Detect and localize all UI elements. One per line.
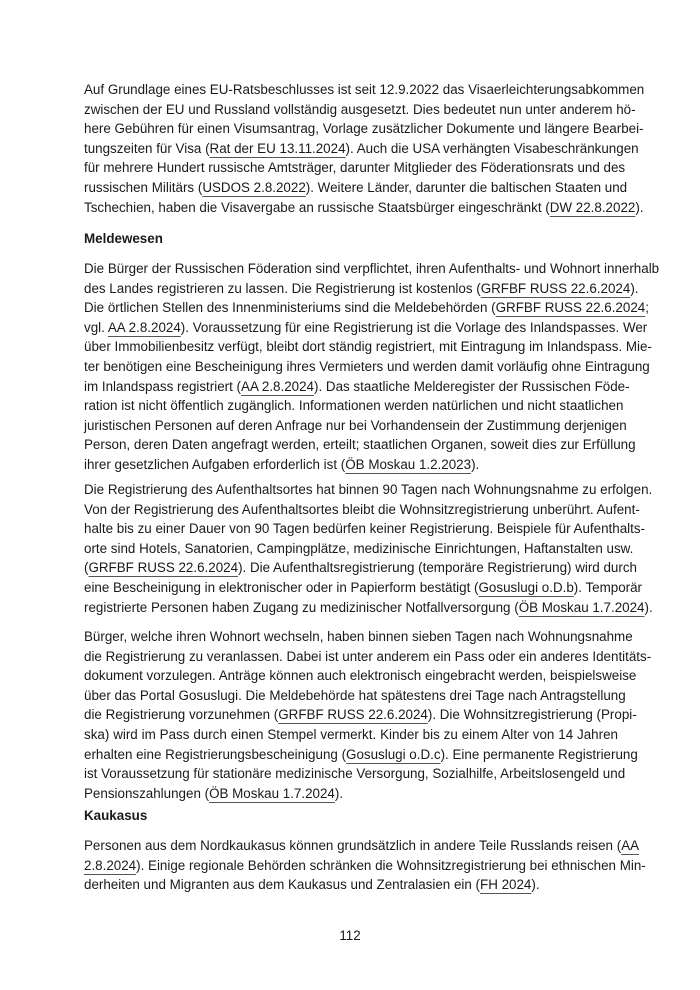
paragraph [84,836,646,895]
text-line [84,158,626,178]
paragraph [84,259,660,475]
text-line [84,337,652,357]
text-segment: ter benötigen eine Bescheinigung ihres Vermieters und werden damit vorläufig ohne Eintragung [84,358,650,374]
source-citation-link[interactable]: AA [621,838,640,853]
text-line [84,784,618,804]
text-line [84,178,628,198]
text-line [84,80,645,100]
source-citation-link[interactable]: ÖB Moskau 1.7.2024 [209,785,335,801]
page-number: 112 [339,928,361,943]
text-segment: Personen aus dem Nordkaukasus können grundsätzlich in andere Teile Russlands reisen ( [84,838,622,853]
source-citation-link[interactable]: 2.8.2024 [84,857,137,873]
text-segment: derheiten und Migranten aus dem Kaukasus und Zentralasien ein ( [84,877,481,893]
section-heading [84,806,618,826]
source-citation-link[interactable]: GRFBF RUSS 22.6.2024 [480,280,631,296]
text-segment: die Registrierung zu veranlassen. Dabei ist unter anderem ein Pass oder ein anderes Identitäts- [84,648,652,664]
text-segment: ihrer gesetzlichen Aufgaben erforderlich ist ( [84,456,346,472]
text-segment: here Gebühren für einen Visumsantrag, Vorlage zusätzlicher Dokumente und längere Bearbei- [84,121,644,137]
source-citation-link[interactable]: FH 2024 [480,877,532,893]
text-segment: ). Weitere Länder, darunter die baltischen Staaten und [305,179,628,195]
text-line [84,875,618,895]
text-line [84,686,626,706]
text-segment: ; [645,300,649,316]
paragraph [84,627,652,803]
text-line [84,198,644,218]
text-segment: ration ist nicht öffentlich zugänglich. Informationen werden natürlichen und nicht staatlichen [84,398,624,414]
text-line [84,558,637,578]
text-segment: tungszeiten für Visa ( [84,140,210,156]
section-heading-text: Meldewesen [84,231,163,246]
text-segment: über Immobilienbesitz verfügt, bleibt dort ständig registriert, mit Eintragung im Inlandspass. Mie- [84,339,652,355]
text-segment: eine Bescheinigung in elektronischer oder in Papierform bestätigt ( [84,579,479,595]
text-segment: Von der Registrierung des Aufenthaltsortes bleibt die Wohnsitzregistrierung unberührt. Aufent- [84,501,640,517]
paragraph [84,80,645,217]
text-segment: ). [644,599,653,615]
text-line [84,357,650,377]
text-line [84,598,653,618]
text-segment: ). Auch die USA verhängten Visabeschränkungen [345,140,639,156]
text-line [84,119,644,139]
text-line [84,500,640,520]
text-segment: ska) wird im Pass durch einen Stempel vermerkt. Kinder bis zu einem Alter von 14 Jahren [84,726,618,742]
text-segment: Pensionszahlungen ( [84,785,210,801]
text-segment: registrierte Personen haben Zugang zu medizinischer Notfallversorgung ( [84,599,519,615]
paragraph [84,480,653,617]
text-segment: vgl. [84,319,108,335]
text-segment: ). [635,199,644,215]
text-segment: ). Voraussetzung für eine Registrierung ist die Vorlage des Inlandspasses. Wer [180,319,648,335]
text-segment: Die Bürger der Russischen Föderation sind verpflichtet, ihren Aufenthalts- und Wohnort innerhalb [84,261,660,276]
text-line [84,578,643,598]
text-segment: russischen Militärs ( [84,179,203,195]
text-line [84,627,633,647]
text-segment: ). Temporär [573,579,643,595]
text-segment: Die Registrierung des Aufenthaltsortes hat binnen 90 Tagen nach Wohnungsnahme zu erfolgen. [84,482,653,497]
text-line [84,279,639,299]
text-line [84,377,630,397]
text-line [84,435,636,455]
source-citation-link[interactable]: Gosuslugi o.D.c [346,746,441,762]
text-segment: ). Die Aufenthaltsregistrierung (temporäre Registrierung) wird durch [238,560,637,576]
source-citation-link[interactable]: DW 22.8.2022 [549,199,636,215]
source-citation-link[interactable]: Rat der EU 13.11.2024 [209,140,346,156]
source-citation-link[interactable]: GRFBF RUSS 22.6.2024 [88,560,239,576]
text-line [84,725,618,745]
text-line [84,705,637,725]
text-line [84,259,660,279]
section-heading [84,229,618,249]
text-line [84,416,627,436]
text-line [84,455,618,475]
text-line [84,396,624,416]
text-segment: zwischen der EU und Russland vollständig ausgesetzt. Dies bedeutet nun unter anderem hö- [84,101,636,117]
text-segment: ). [630,280,639,296]
text-segment: des Landes registrieren zu lassen. Die Registrierung ist kostenlos ( [84,280,481,296]
text-segment: Bürger, welche ihren Wohnort wechseln, haben binnen sieben Tagen nach Wohnungsnahme [84,629,633,644]
text-segment: für mehrere Hundert russische Amtsträger, darunter Mitglieder des Föderationsrats und des [84,160,626,176]
text-segment: über das Portal Gosuslugi. Die Meldebehörde hat spätestens drei Tage nach Antragstellung [84,687,626,703]
source-citation-link[interactable]: ÖB Moskau 1.7.2024 [518,599,645,615]
text-line [84,318,648,338]
text-segment: die Registrierung vorzunehmen ( [84,707,279,723]
text-line [84,539,634,559]
text-line [84,745,638,765]
source-citation-link[interactable]: ÖB Moskau 1.2.2023 [345,456,472,472]
source-citation-link[interactable]: AA 2.8.2024 [107,319,181,335]
text-line [84,100,636,120]
text-segment: ). Das staatliche Melderegister der Russischen Föde- [314,378,630,394]
text-segment: ). Einige regionale Behörden schränken die Wohnsitzregistrierung bei ethnischen Min- [136,857,646,873]
text-segment: ). [471,456,480,472]
text-line [84,519,646,539]
text-segment: halte bis zu einer Dauer von 90 Tagen bedürfen keiner Registrierung. Beispiele für Aufenthalts- [84,521,646,537]
text-segment: Tschechien, haben die Visavergabe an russische Staatsbürger eingeschränkt ( [84,199,550,215]
source-citation-link[interactable]: AA 2.8.2024 [241,378,314,394]
text-segment: ). [334,785,344,801]
text-segment: ). Eine permanente Registrierung [440,746,638,762]
text-segment: juristischen Personen auf deren Anfrage nur bei Vorhandensein der Zustimmung derjenigen [84,417,627,433]
section-heading-text: Kaukasus [84,808,148,823]
text-segment: dokument vorzulegen. Anträge können auch elektronisch eingebracht werden, beispielsweise [84,668,637,684]
text-line [84,647,652,667]
text-segment: Auf Grundlage eines EU-Ratsbeschlusses ist seit 12.9.2022 das Visaerleichterungsabkommen [84,82,645,97]
text-line [84,856,646,876]
text-line [84,764,626,784]
text-segment: ). Die Wohnsitzregistrierung (Propi- [427,707,637,723]
text-segment: ist Voraussetzung für stationäre medizinische Versorgung, Sozialhilfe, Arbeitslosengeld und [84,766,626,782]
source-citation-link[interactable]: GRFBF RUSS 22.6.2024 [278,707,428,723]
text-line [84,298,649,318]
text-line [84,836,640,856]
text-segment: erhalten eine Registrierungsbescheinigung ( [84,746,347,762]
text-line [84,139,639,159]
text-segment: Person, deren Daten angefragt werden, erteilt; staatlichen Organen, soweit dies zur Erfüllung [84,437,636,453]
text-segment: ( [84,560,89,576]
text-segment: Die örtlichen Stellen des Innenministeriums sind die Meldebehörden ( [84,300,496,316]
source-citation-link[interactable]: USDOS 2.8.2022 [202,179,306,195]
text-segment: im Inlandspass registriert ( [84,378,242,394]
text-line [84,480,653,500]
text-line [84,666,637,686]
text-segment: orte sind Hotels, Sanatorien, Campingplätze, medizinische Einrichtungen, Haftanstalten usw. [84,540,634,556]
source-citation-link[interactable]: GRFBF RUSS 22.6.2024 [495,300,646,316]
text-segment: ). [531,877,540,893]
source-citation-link[interactable]: Gosuslugi o.D.b [478,579,574,595]
